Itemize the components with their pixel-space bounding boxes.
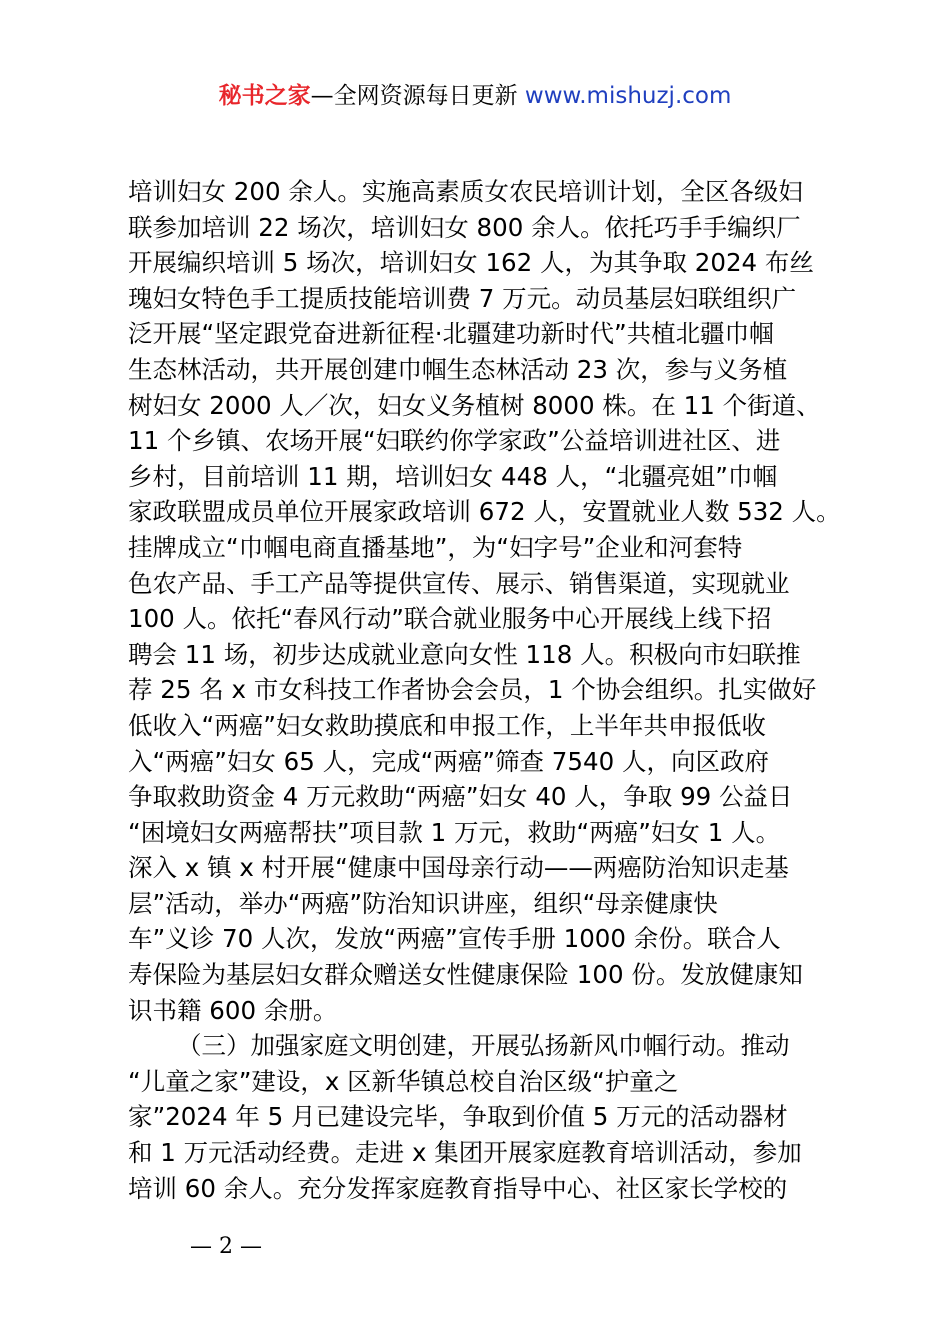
- text-line: 争取救助资金 4 万元救助“两癌”妇女 40 人，争取 99 公益日: [128, 782, 793, 812]
- text-line: 深入 x 镇 x 村开展“健康中国母亲行动——两癌防治知识走基: [128, 853, 789, 883]
- text-line: 低收入“两癌”妇女救助摸底和申报工作，上半年共申报低收: [128, 710, 766, 740]
- text-line: 挂牌成立“巾帼电商直播基地”，为“妇字号”企业和河套特: [128, 532, 743, 562]
- text-line: 11 个乡镇、农场开展“妇联约你学家政”公益培训进社区、进: [128, 426, 781, 456]
- text-line: 荐 25 名 x 市女科技工作者协会会员，1 个协会组织。扎实做好: [128, 675, 817, 705]
- text-line: 树妇女 2000 人／次，妇女义务植树 8000 株。在 11 个街道、: [128, 390, 821, 420]
- text-line: 家政联盟成员单位开展家政培训 672 人，安置就业人数 532 人。: [128, 497, 841, 527]
- text-line: 培训 60 余人。充分发挥家庭教育指导中心、社区家长学校的: [128, 1173, 788, 1203]
- site-url-link[interactable]: www.mishuzj.com: [524, 83, 732, 109]
- text-line: 入“两癌”妇女 65 人，完成“两癌”筛查 7540 人，向区政府: [128, 746, 769, 776]
- text-line: 生态林活动，共开展创建巾帼生态林活动 23 次，参与义务植: [128, 354, 788, 384]
- text-line: 和 1 万元活动经费。走进 x 集团开展家庭教育培训活动，参加: [128, 1138, 802, 1168]
- text-line: 色农产品、手工产品等提供宣传、展示、销售渠道，实现就业: [128, 568, 790, 598]
- site-banner: [0, 80, 950, 112]
- text-line: 聘会 11 场，初步达成就业意向女性 118 人。积极向市妇联推: [128, 639, 801, 669]
- paragraph-heading-line: （三）加强家庭文明创建，开展弘扬新风巾帼行动。推动: [177, 1031, 790, 1061]
- text-line: 联参加培训 22 场次，培训妇女 800 余人。依托巧手手编织厂: [128, 212, 801, 242]
- text-line: 培训妇女 200 余人。实施高素质女农民培训计划，全区各级妇: [128, 177, 803, 206]
- text-line: 识书籍 600 余册。: [128, 995, 338, 1025]
- text-line: 开展编织培训 5 场次，培训妇女 162 人，为其争取 2024 布丝: [128, 248, 814, 278]
- text-line: 泛开展“坚定跟党奋进新征程·北疆建功新时代”共植北疆巾帼: [128, 319, 774, 349]
- banner-tagline: —全网资源每日更新: [310, 83, 525, 109]
- text-line: 100 人。依托“春风行动”联合就业服务中心开展线上线下招: [128, 604, 772, 634]
- text-line: 层”活动，举办“两癌”防治知识讲座，组织“母亲健康快: [128, 888, 718, 918]
- text-line: “儿童之家”建设，x 区新华镇总校自治区级“护童之: [128, 1066, 679, 1096]
- brand-name: 秘书之家: [218, 83, 311, 109]
- text-line: 寿保险为基层妇女群众赠送女性健康保险 100 份。发放健康知: [128, 960, 803, 990]
- text-line: 乡村，目前培训 11 期，培训妇女 448 人，“北疆亮姐”巾帼: [128, 461, 777, 491]
- document-body: [128, 174, 841, 1206]
- text-line: “困境妇女两癌帮扶”项目款 1 万元，救助“两癌”妇女 1 人。: [128, 817, 781, 847]
- text-line: 车”义诊 70 人次，发放“两癌”宣传手册 1000 余份。联合人: [128, 924, 781, 954]
- text-line: 家”2024 年 5 月已建设完毕，争取到价值 5 万元的活动器材: [128, 1102, 788, 1132]
- page-number: — 2 —: [190, 1234, 262, 1259]
- text-line: 瑰妇女特色手工提质技能培训费 7 万元。动员基层妇联组织广: [128, 283, 797, 313]
